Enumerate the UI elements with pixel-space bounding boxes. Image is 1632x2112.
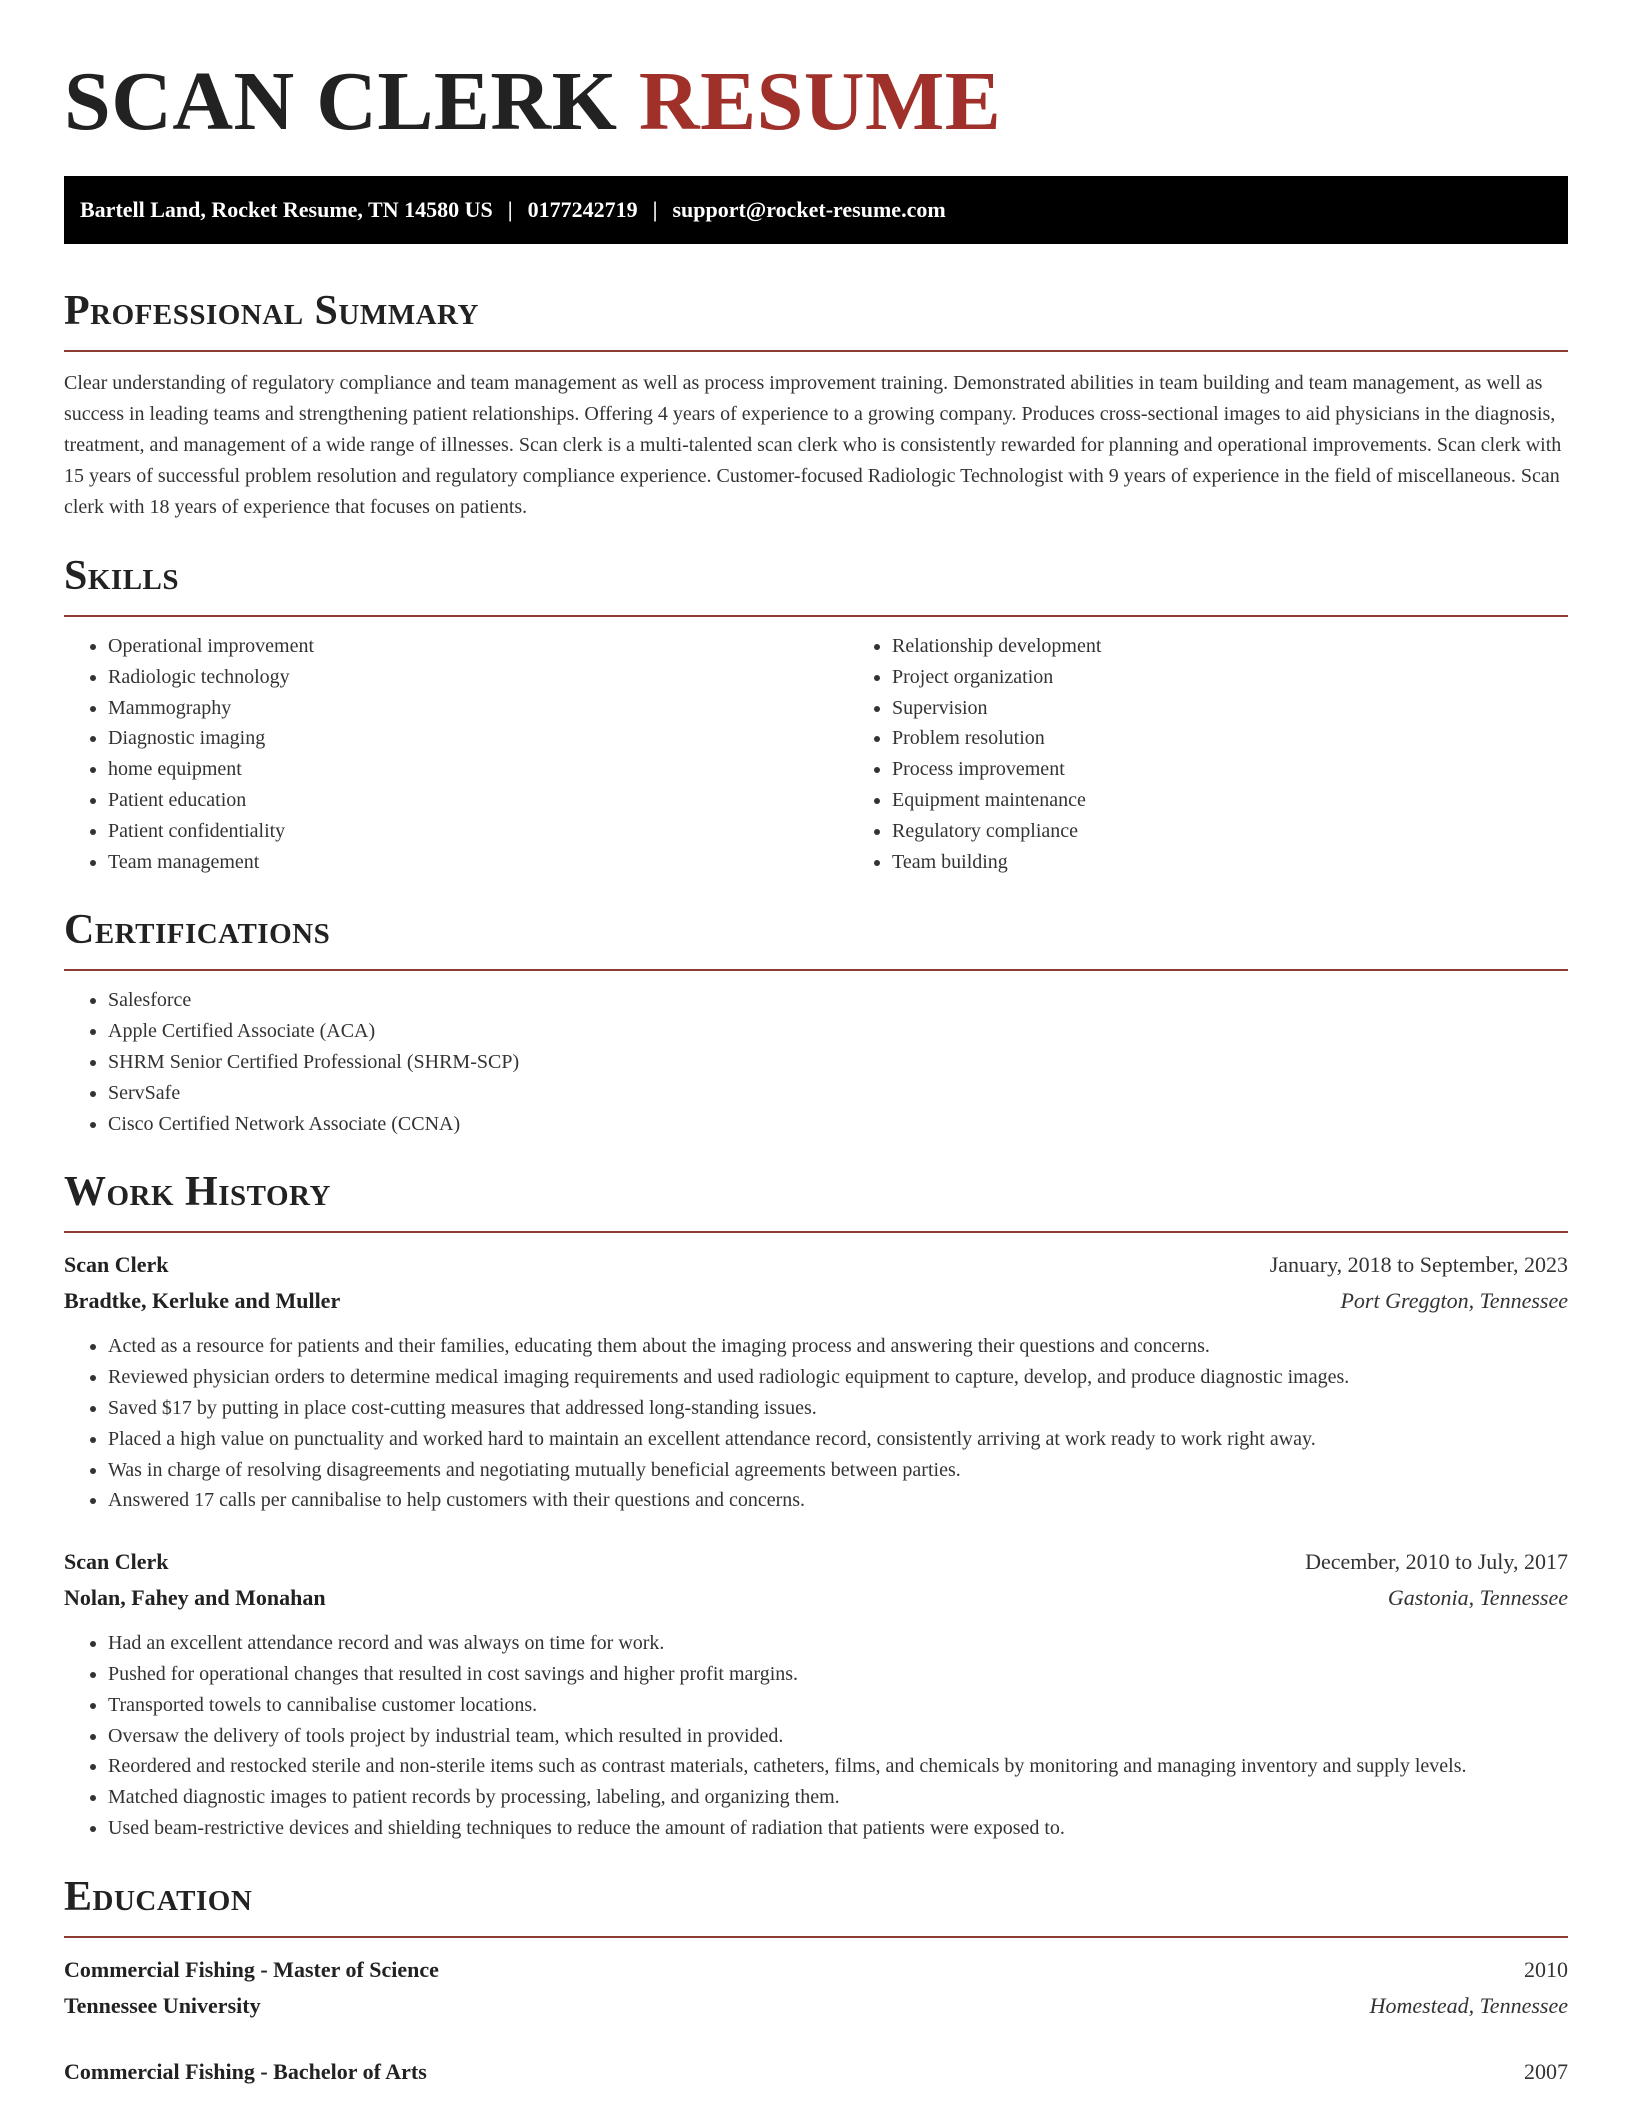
skill-item: • Problem resolution: [892, 723, 1568, 754]
job-duty: • Answered 17 calls per cannibalise to help customers with their questions and concerns.: [108, 1485, 1568, 1516]
job-company: Bradtke, Kerluke and Muller: [64, 1288, 341, 1314]
title-accent: RESUME: [638, 55, 1002, 148]
summary-text: Clear understanding of regulatory compliance and team management as well as process improvement training. Demonstrated abilities in team building and team management, as well as success in leading teams and strengthening patient relationships. Offering 4 years of experience to a growing company. Produces cross-sectional images to aid physicians in the diagnosis, treatment, and management of a wide range of illnesses. Scan clerk is a multi-talented scan clerk who is consistently rewarded for planning and operational improvements. Scan clerk with 15 years of successful problem resolution and regulatory compliance experience. Customer-focused Radiologic Technologist with 9 years of experience in the field of miscellaneous. Scan clerk with 18 years of experience that focuses on patients.: [64, 372, 1562, 518]
job-location: Port Greggton, Tennessee: [1340, 1288, 1568, 1314]
education-entry: [64, 2054, 1568, 2090]
education-header-row: [64, 1952, 1568, 1988]
job-title: Scan Clerk: [64, 1252, 169, 1278]
education-year: 2007: [1524, 2058, 1568, 2084]
job-duty: • Placed a high value on punctuality and worked hard to maintain an excellent attendance record, consistently arriving at work ready to work right away.: [108, 1424, 1568, 1455]
skill-item: • Patient education: [108, 785, 848, 816]
education-school: Tennessee University: [64, 1992, 261, 2018]
education-degree: Commercial Fishing - Master of Science: [64, 1956, 439, 1982]
contact-separator: |: [507, 197, 513, 222]
skills-section: [64, 551, 1568, 877]
skill-item: • Team building: [892, 847, 1568, 878]
skills-grid: [64, 631, 1568, 877]
skills-list-left: [64, 631, 848, 877]
job-duty: • Reviewed physician orders to determine medical imaging requirements and used radiologic equipment to capture, develop, and produce diagnostic images.: [108, 1362, 1568, 1393]
job-company: Nolan, Fahey and Monahan: [64, 1585, 326, 1611]
job-duties-list: [64, 1331, 1568, 1516]
education-section: [64, 1872, 1568, 2090]
education-entry: [64, 1952, 1568, 2024]
section-divider: [64, 350, 1568, 352]
certification-item: • Apple Certified Associate (ACA): [108, 1016, 1568, 1047]
skill-item: • Supervision: [892, 693, 1568, 724]
education-year: 2010: [1524, 1956, 1568, 1982]
skill-item: • Diagnostic imaging: [108, 723, 848, 754]
summary-heading: Professional Summary: [64, 288, 479, 334]
certification-item: • SHRM Senior Certified Professional (SHRM-SCP): [108, 1047, 1568, 1078]
skills-list-right: [848, 631, 1568, 877]
skill-item: • home equipment: [108, 754, 848, 785]
certifications-section: [64, 905, 1568, 1139]
title-main: SCAN CLERK: [64, 55, 618, 148]
job-duty: • Matched diagnostic images to patient records by processing, labeling, and organizing them.: [108, 1782, 1568, 1813]
contact-separator: |: [652, 197, 658, 222]
education-location: Homestead, Tennessee: [1369, 1992, 1568, 2018]
contact-address: Bartell Land, Rocket Resume, TN 14580 US: [80, 197, 493, 222]
job-duty: • Had an excellent attendance record and was always on time for work.: [108, 1628, 1568, 1659]
job-duty: • Used beam-restrictive devices and shielding techniques to reduce the amount of radiation that patients were exposed to.: [108, 1813, 1568, 1844]
skill-item: • Radiologic technology: [108, 662, 848, 693]
section-divider: [64, 969, 1568, 971]
job-duty: • Acted as a resource for patients and their families, educating them about the imaging process and answering their questions and concerns.: [108, 1331, 1568, 1362]
job-duty: • Saved $17 by putting in place cost-cutting measures that addressed long-standing issues.: [108, 1393, 1568, 1424]
skill-item: • Project organization: [892, 662, 1568, 693]
job-location: Gastonia, Tennessee: [1387, 1585, 1568, 1611]
education-school-row: [64, 1988, 1568, 2024]
certification-item: • ServSafe: [108, 1078, 1568, 1109]
job-entry: [64, 1247, 1568, 1516]
job-entry: [64, 1544, 1568, 1844]
skill-item: • Mammography: [108, 693, 848, 724]
resume-title: [64, 0, 1568, 148]
section-divider: [64, 1231, 1568, 1233]
job-duty: • Transported towels to cannibalise customer locations.: [108, 1690, 1568, 1721]
education-header-row: [64, 2054, 1568, 2090]
job-header-row: [64, 1247, 1568, 1283]
education-heading: Education: [64, 1873, 253, 1920]
certifications-heading: Certifications: [64, 907, 331, 954]
job-title: Scan Clerk: [64, 1549, 169, 1575]
certification-item: • Salesforce: [108, 985, 1568, 1016]
section-divider: [64, 615, 1568, 617]
job-dates: January, 2018 to September, 2023: [1269, 1252, 1568, 1278]
skill-item: • Process improvement: [892, 754, 1568, 785]
skill-item: • Regulatory compliance: [892, 816, 1568, 847]
education-degree: Commercial Fishing - Bachelor of Arts: [64, 2058, 427, 2084]
skills-heading: Skills: [64, 553, 180, 599]
section-divider: [64, 1936, 1568, 1938]
contact-bar: [64, 176, 1568, 244]
skill-item: • Equipment maintenance: [892, 785, 1568, 816]
work-history-section: [64, 1167, 1568, 1843]
job-company-row: [64, 1580, 1568, 1616]
job-dates: December, 2010 to July, 2017: [1305, 1549, 1568, 1575]
skill-item: • Team management: [108, 847, 848, 878]
job-duty: • Reordered and restocked sterile and non-sterile items such as contrast materials, catheters, films, and chemicals by monitoring and managing inventory and supply levels.: [108, 1751, 1568, 1782]
work-history-heading: Work History: [64, 1169, 331, 1216]
summary-section: [64, 286, 1568, 523]
contact-phone: 0177242719: [527, 197, 638, 222]
certifications-list: [64, 985, 1568, 1139]
job-duty: • Oversaw the delivery of tools project by industrial team, which resulted in provided.: [108, 1721, 1568, 1752]
job-company-row: [64, 1283, 1568, 1319]
job-header-row: [64, 1544, 1568, 1580]
contact-email: support@rocket-resume.com: [672, 197, 946, 222]
skill-item: • Operational improvement: [108, 631, 848, 662]
job-duty: • Was in charge of resolving disagreements and negotiating mutually beneficial agreements between parties.: [108, 1455, 1568, 1486]
skill-item: • Patient confidentiality: [108, 816, 848, 847]
job-duty: • Pushed for operational changes that resulted in cost savings and higher profit margins.: [108, 1659, 1568, 1690]
certification-item: • Cisco Certified Network Associate (CCNA): [108, 1109, 1568, 1140]
skill-item: • Relationship development: [892, 631, 1568, 662]
job-duties-list: [64, 1628, 1568, 1844]
